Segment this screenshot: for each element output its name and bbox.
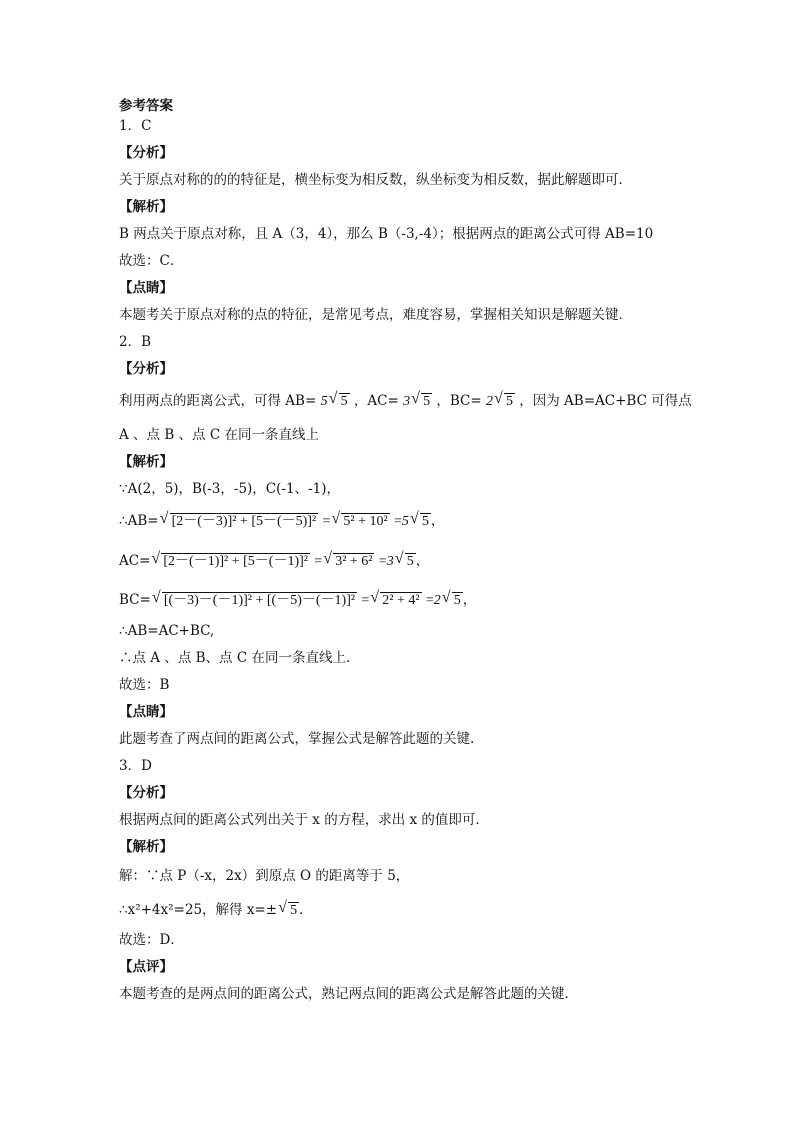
q2-given: ∵A(2，5)，B(-3，-5)，C(-1、-1)，: [119, 481, 340, 497]
q1-solution-heading: 【解析】: [119, 199, 173, 215]
q2-ac-formula: [119, 551, 429, 572]
q2-analysis-part-d: ，因为 AB=AC+BC 可得点: [519, 393, 692, 409]
sqrt-symbol: [443, 591, 463, 611]
sqrt-symbol: [332, 512, 389, 532]
q2-analysis-part-c: ，BC=: [436, 393, 482, 409]
radicand: 5: [421, 514, 429, 529]
equals: =: [378, 554, 387, 569]
q2-ac-coef: 3: [403, 394, 411, 409]
radicand: 5: [505, 394, 513, 409]
q1-analysis-text: 关于原点对称的的的特征是，横坐标变为相反数，纵坐标变为相反数，据此解题即可．: [119, 172, 632, 188]
q3-solution-heading: 【解析】: [119, 839, 173, 855]
sqrt-symbol: [153, 591, 357, 611]
radicand: [(－3)－(－1)]² + [(－5)－(－1)]²: [163, 593, 356, 608]
sqrt-symbol: [324, 552, 374, 572]
ab-label: ∴AB=: [119, 513, 159, 529]
radicand: 5: [453, 593, 461, 608]
q2-answer: 2．B: [119, 334, 152, 350]
q2-ab-coef: 5: [320, 394, 328, 409]
radicand: 5: [340, 394, 348, 409]
equals: =: [393, 514, 402, 529]
q3-comment-text: 本题考查的是两点间的距离公式，熟记两点间的距离公式是解答此题的关键．: [119, 986, 578, 1002]
q3-comment-heading: 【点评】: [119, 959, 173, 975]
q3-analysis-text: 根据两点间的距离公式列出关于 x 的方程，求出 x 的值即可．: [119, 812, 489, 828]
q1-analysis-heading: 【分析】: [119, 145, 173, 161]
q1-comment-text: 本题考关于原点对称的点的特征，是常见考点，难度容易，掌握相关知识是解题关键．: [119, 307, 632, 323]
period: ．: [299, 902, 313, 918]
equals: =: [361, 593, 370, 608]
q2-choice: 故选：B: [119, 677, 170, 693]
sqrt-symbol: [495, 392, 515, 412]
radicand: [2－(－3)]² + [5－(－5)]²: [171, 514, 317, 529]
sqrt-symbol: [279, 901, 299, 921]
equals: =: [425, 593, 434, 608]
comma: ，: [430, 513, 445, 529]
bc-label: BC=: [119, 592, 151, 608]
sqrt-symbol: [152, 552, 310, 572]
sqrt-symbol: [411, 512, 431, 532]
q2-bc-formula: [119, 590, 476, 611]
q1-choice: 故选：C．: [119, 253, 184, 269]
q1-answer: 1．C: [119, 118, 152, 134]
equals: =: [314, 554, 323, 569]
sqrt-symbol: [412, 392, 432, 412]
q2-analysis-text: [119, 391, 692, 412]
q2-ab-formula: [119, 511, 444, 532]
q3-equation: ∴x²+4x²=25，解得 x=±: [119, 902, 278, 918]
q2-analysis-part-a: 利用两点的距离公式，可得 AB=: [119, 393, 317, 409]
comma: ，: [462, 592, 477, 608]
q2-bc-coef: 2: [485, 394, 493, 409]
q1-comment-heading: 【点睛】: [119, 280, 173, 296]
sqrt-symbol: [161, 512, 319, 532]
sqrt-symbol: [396, 552, 416, 572]
q2-solution-heading: 【解析】: [119, 454, 173, 470]
q2-conclusion-2: ∴点 A 、点 B、点 C 在同一条直线上.: [119, 650, 351, 666]
q3-solution-line-1: 解：∵点 P（-x，2x）到原点 O 的距离等于 5，: [119, 868, 410, 884]
radicand: 2² + 4²: [382, 593, 420, 608]
radicand: 3² + 6²: [335, 554, 373, 569]
sqrt-symbol: [330, 392, 350, 412]
ac-label: AC=: [119, 553, 151, 569]
radicand: 5: [406, 554, 414, 569]
q2-comment-text: 此题考查了两点间的距离公式，掌握公式是解答此题的关键.: [119, 731, 475, 747]
ac-coef: 3: [386, 554, 394, 569]
q3-solution-line-2: [119, 900, 313, 921]
q3-analysis-heading: 【分析】: [119, 785, 173, 801]
q2-comment-heading: 【点睛】: [119, 704, 173, 720]
radicand: 5: [423, 394, 431, 409]
bc-coef: 2: [433, 593, 441, 608]
comma: ，: [415, 553, 430, 569]
ab-coef: 5: [401, 514, 409, 529]
equals: =: [322, 514, 331, 529]
radicand: 5² + 10²: [343, 514, 388, 529]
q3-choice: 故选：D．: [119, 932, 184, 948]
q3-answer: 3．D: [119, 758, 152, 774]
q2-analysis-part-b: ，AC=: [353, 393, 399, 409]
q1-solution-text: B 两点关于原点对称，且 A（3，4），那么 B（-3,-4）；根据两点的距离公式可得 AB=10: [119, 226, 654, 242]
q2-analysis-heading: 【分析】: [119, 361, 173, 377]
sqrt-symbol: [371, 591, 421, 611]
radicand: 5: [290, 903, 298, 918]
radicand: [2－(－1)]² + [5－(－1)]²: [163, 554, 308, 569]
q2-analysis-text-2: A 、点 B 、点 C 在同一条直线上: [119, 427, 319, 443]
section-title: 参考答案: [119, 98, 173, 114]
q2-conclusion-1: ∴AB=AC+BC,: [119, 623, 215, 639]
